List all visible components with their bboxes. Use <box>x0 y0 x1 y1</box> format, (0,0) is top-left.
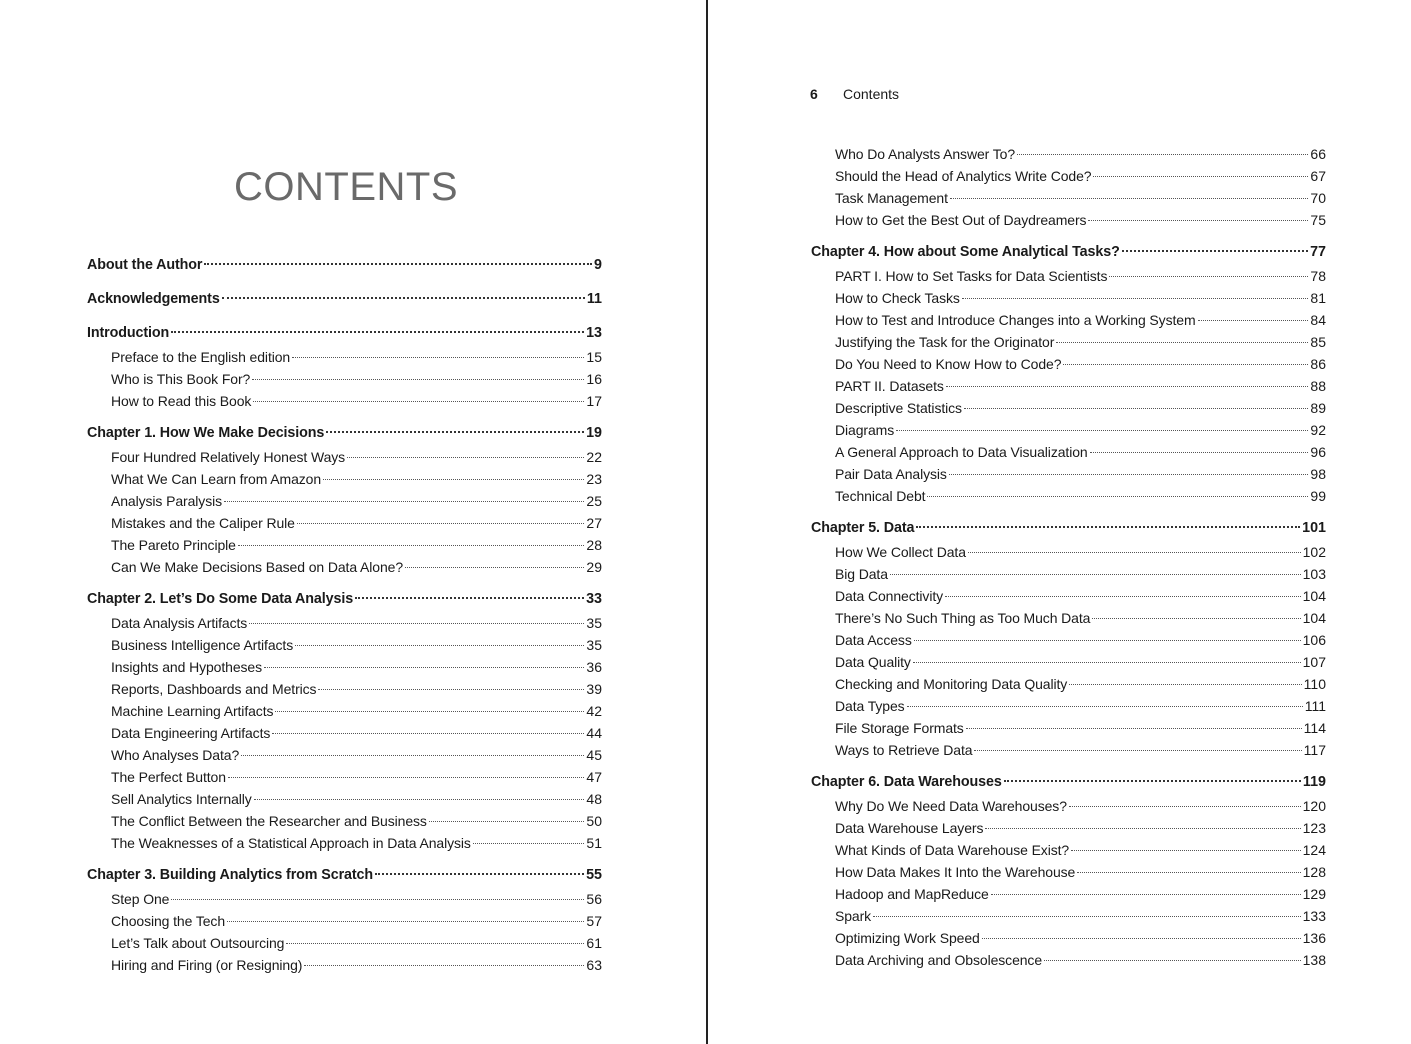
toc-section-entry[interactable] <box>811 541 1326 563</box>
toc-section-entry[interactable] <box>811 419 1326 441</box>
entry-page-number: 86 <box>1310 356 1326 372</box>
entry-page-number: 36 <box>586 659 602 675</box>
dot-leader <box>318 689 584 690</box>
toc-section-entry[interactable] <box>811 165 1326 187</box>
dot-leader <box>238 545 585 546</box>
entry-title: Descriptive Statistics <box>835 400 962 416</box>
toc-section-entry[interactable] <box>811 143 1326 165</box>
toc-section-entry[interactable] <box>811 629 1326 651</box>
toc-section-entry[interactable] <box>87 390 602 412</box>
entry-page-number: 48 <box>586 791 602 807</box>
dot-leader <box>347 457 584 458</box>
dot-leader <box>950 198 1309 199</box>
toc-section-entry[interactable] <box>811 817 1326 839</box>
dot-leader <box>946 386 1309 387</box>
entry-title: Chapter 6. Data Warehouses <box>811 774 1002 790</box>
toc-section-entry[interactable] <box>811 927 1326 949</box>
dot-leader <box>228 777 584 778</box>
dot-leader <box>974 750 1301 751</box>
dot-leader <box>1092 618 1300 619</box>
dot-leader <box>985 828 1300 829</box>
toc-section-entry[interactable] <box>811 695 1326 717</box>
dot-leader <box>913 662 1301 663</box>
dot-leader <box>1122 250 1308 252</box>
entry-page-number: 88 <box>1310 378 1326 394</box>
toc-section-entry[interactable] <box>87 446 602 468</box>
toc-chapter-entry[interactable] <box>87 421 602 446</box>
toc-section-entry[interactable] <box>87 556 602 578</box>
toc-left <box>87 253 602 976</box>
entry-page-number: 35 <box>586 615 602 631</box>
entry-title: There’s No Such Thing as Too Much Data <box>835 610 1091 626</box>
entry-page-number: 16 <box>586 371 602 387</box>
entry-title: Optimizing Work Speed <box>835 930 980 946</box>
dot-leader <box>1071 850 1301 851</box>
entry-page-number: 117 <box>1303 742 1326 758</box>
toc-section-entry[interactable] <box>811 209 1326 231</box>
toc-section-entry[interactable] <box>811 375 1326 397</box>
dot-leader <box>1093 176 1308 177</box>
entry-title: Chapter 2. Let’s Do Some Data Analysis <box>87 591 354 607</box>
toc-section-entry[interactable] <box>87 788 602 810</box>
toc-section-entry[interactable] <box>811 607 1326 629</box>
toc-section-entry[interactable] <box>811 585 1326 607</box>
entry-page-number: 27 <box>586 515 602 531</box>
toc-section-entry[interactable] <box>811 463 1326 485</box>
entry-title: Data Quality <box>835 654 911 670</box>
entry-page-number: 28 <box>586 537 602 553</box>
dot-leader <box>968 552 1301 553</box>
entry-page-number: 47 <box>586 769 602 785</box>
entry-page-number: 23 <box>586 471 602 487</box>
dot-leader <box>945 596 1301 597</box>
toc-section-entry[interactable] <box>87 468 602 490</box>
dot-leader <box>326 431 584 433</box>
entry-page-number: 70 <box>1310 190 1326 206</box>
dot-leader <box>304 965 584 966</box>
entry-page-number: 55 <box>586 867 602 883</box>
entry-title: Four Hundred Relatively Honest Ways <box>111 449 346 465</box>
dot-leader <box>204 263 592 265</box>
entry-title: Step One <box>111 891 170 907</box>
dot-leader <box>355 597 584 599</box>
toc-section-entry[interactable] <box>811 739 1326 761</box>
entry-page-number: 92 <box>1310 422 1326 438</box>
page-title: CONTENTS <box>234 164 458 209</box>
toc-section-entry[interactable] <box>87 954 602 976</box>
entry-title: Justifying the Task for the Originator <box>835 334 1055 350</box>
dot-leader <box>1063 364 1308 365</box>
toc-chapter-entry[interactable] <box>87 287 602 312</box>
entry-page-number: 44 <box>586 725 602 741</box>
toc-section-entry[interactable] <box>87 346 602 368</box>
entry-title: Mistakes and the Caliper Rule <box>111 515 295 531</box>
entry-title: Chapter 5. Data <box>811 520 915 536</box>
entry-title: Spark <box>835 908 872 924</box>
entry-title: Who Do Analysts Answer To? <box>835 146 1016 162</box>
entry-page-number: 120 <box>1302 798 1326 814</box>
toc-section-entry[interactable] <box>811 949 1326 971</box>
toc-section-entry[interactable] <box>87 656 602 678</box>
entry-page-number: 66 <box>1310 146 1326 162</box>
dot-leader <box>292 357 584 358</box>
dot-leader <box>252 379 584 380</box>
dot-leader <box>1090 452 1309 453</box>
dot-leader <box>896 430 1308 431</box>
dot-leader <box>1004 780 1301 782</box>
entry-page-number: 67 <box>1310 168 1326 184</box>
entry-title: Who Analyses Data? <box>111 747 240 763</box>
dot-leader <box>982 938 1301 939</box>
entry-page-number: 89 <box>1310 400 1326 416</box>
entry-title: Do You Need to Know How to Code? <box>835 356 1062 372</box>
entry-page-number: 104 <box>1302 588 1326 604</box>
entry-page-number: 29 <box>586 559 602 575</box>
entry-page-number: 124 <box>1302 842 1326 858</box>
entry-page-number: 96 <box>1310 444 1326 460</box>
toc-section-entry[interactable] <box>811 331 1326 353</box>
dot-leader <box>227 921 584 922</box>
entry-page-number: 61 <box>586 935 602 951</box>
entry-title: Why Do We Need Data Warehouses? <box>835 798 1067 814</box>
toc-section-entry[interactable] <box>87 700 602 722</box>
dot-leader <box>873 916 1301 917</box>
toc-chapter-entry[interactable] <box>87 253 602 278</box>
toc-section-entry[interactable] <box>811 309 1326 331</box>
dot-leader <box>1044 960 1301 961</box>
dot-leader <box>1069 806 1301 807</box>
toc-section-entry[interactable] <box>87 910 602 932</box>
toc-section-entry[interactable] <box>87 932 602 954</box>
toc-section-entry[interactable] <box>87 490 602 512</box>
entry-page-number: 110 <box>1303 676 1326 692</box>
entry-page-number: 111 <box>1304 698 1326 714</box>
dot-leader <box>1069 684 1301 685</box>
entry-title: Diagrams <box>835 422 895 438</box>
entry-title: Can We Make Decisions Based on Data Alone? <box>111 559 404 575</box>
dot-leader <box>916 526 1300 528</box>
toc-section-entry[interactable] <box>811 563 1326 585</box>
dot-leader <box>241 755 584 756</box>
toc-chapter-entry[interactable] <box>811 240 1326 265</box>
dot-leader <box>964 408 1308 409</box>
entry-page-number: 114 <box>1303 720 1326 736</box>
entry-title: Analysis Paralysis <box>111 493 223 509</box>
toc-section-entry[interactable] <box>87 744 602 766</box>
toc-section-entry[interactable] <box>87 766 602 788</box>
toc-section-entry[interactable] <box>811 187 1326 209</box>
dot-leader <box>253 401 584 402</box>
entry-title: Data Access <box>835 632 912 648</box>
page-number: 6 <box>810 86 818 102</box>
toc-section-entry[interactable] <box>87 810 602 832</box>
entry-page-number: 106 <box>1302 632 1326 648</box>
entry-title: Task Management <box>835 190 948 206</box>
toc-section-entry[interactable] <box>811 441 1326 463</box>
entry-title: The Perfect Button <box>111 769 226 785</box>
entry-page-number: 17 <box>586 393 602 409</box>
dot-leader <box>222 297 585 299</box>
entry-title: About the Author <box>87 257 203 273</box>
dot-leader <box>171 331 584 333</box>
entry-title: Big Data <box>835 566 888 582</box>
entry-title: Data Engineering Artifacts <box>111 725 271 741</box>
entry-page-number: 98 <box>1310 466 1326 482</box>
toc-section-entry[interactable] <box>87 832 602 854</box>
entry-page-number: 99 <box>1310 488 1326 504</box>
entry-page-number: 19 <box>586 425 602 441</box>
entry-page-number: 123 <box>1302 820 1326 836</box>
toc-section-entry[interactable] <box>811 353 1326 375</box>
dot-leader <box>286 943 584 944</box>
entry-page-number: 136 <box>1302 930 1326 946</box>
toc-chapter-entry[interactable] <box>811 516 1326 541</box>
entry-page-number: 101 <box>1302 520 1326 536</box>
entry-title: Data Connectivity <box>835 588 944 604</box>
dot-leader <box>171 899 584 900</box>
toc-chapter-entry[interactable] <box>87 321 602 346</box>
dot-leader <box>1198 320 1309 321</box>
entry-title: Should the Head of Analytics Write Code? <box>835 168 1092 184</box>
toc-section-entry[interactable] <box>87 612 602 634</box>
toc-section-entry[interactable] <box>87 534 602 556</box>
entry-page-number: 102 <box>1302 544 1326 560</box>
toc-section-entry[interactable] <box>87 888 602 910</box>
page-spine-divider <box>706 0 708 1044</box>
toc-section-entry[interactable] <box>87 368 602 390</box>
entry-title: A General Approach to Data Visualization <box>835 444 1088 460</box>
entry-title: Machine Learning Artifacts <box>111 703 274 719</box>
entry-page-number: 25 <box>586 493 602 509</box>
toc-section-entry[interactable] <box>811 839 1326 861</box>
entry-page-number: 128 <box>1302 864 1326 880</box>
entry-title: The Pareto Principle <box>111 537 236 553</box>
dot-leader <box>966 728 1302 729</box>
entry-title: The Weaknesses of a Statistical Approach in Data Analysis <box>111 835 471 851</box>
entry-title: Who is This Book For? <box>111 371 251 387</box>
toc-right <box>811 143 1326 971</box>
entry-page-number: 103 <box>1302 566 1326 582</box>
dot-leader <box>927 496 1308 497</box>
dot-leader <box>991 894 1301 895</box>
entry-title: Data Analysis Artifacts <box>111 615 248 631</box>
toc-section-entry[interactable] <box>87 634 602 656</box>
dot-leader <box>473 843 585 844</box>
dot-leader <box>890 574 1301 575</box>
entry-page-number: 11 <box>586 291 602 307</box>
dot-leader <box>914 640 1301 641</box>
entry-title: How to Read this Book <box>111 393 252 409</box>
dot-leader <box>323 479 584 480</box>
entry-title: Data Types <box>835 698 905 714</box>
entry-page-number: 75 <box>1310 212 1326 228</box>
entry-page-number: 9 <box>594 257 602 273</box>
entry-title: Insights and Hypotheses <box>111 659 263 675</box>
entry-title: Preface to the English edition <box>111 349 291 365</box>
dot-leader <box>295 645 584 646</box>
entry-title: Acknowledgements <box>87 291 220 307</box>
entry-page-number: 77 <box>1310 244 1326 260</box>
dot-leader <box>907 706 1303 707</box>
toc-section-entry[interactable] <box>87 678 602 700</box>
dot-leader <box>297 523 585 524</box>
entry-title: Chapter 4. How about Some Analytical Tasks? <box>811 244 1120 260</box>
dot-leader <box>375 873 584 875</box>
entry-title: Technical Debt <box>835 488 926 504</box>
entry-page-number: 15 <box>586 349 602 365</box>
dot-leader <box>264 667 584 668</box>
entry-title: Chapter 3. Building Analytics from Scratch <box>87 867 374 883</box>
entry-page-number: 129 <box>1302 886 1326 902</box>
toc-section-entry[interactable] <box>811 651 1326 673</box>
dot-leader <box>1088 220 1308 221</box>
toc-section-entry[interactable] <box>811 485 1326 507</box>
dot-leader <box>405 567 584 568</box>
entry-title: Let’s Talk about Outsourcing <box>111 935 285 951</box>
entry-title: Data Archiving and Obsolescence <box>835 952 1043 968</box>
dot-leader <box>962 298 1309 299</box>
toc-section-entry[interactable] <box>811 673 1326 695</box>
entry-page-number: 78 <box>1310 268 1326 284</box>
entry-title: Sell Analytics Internally <box>111 791 252 807</box>
toc-chapter-entry[interactable] <box>87 587 602 612</box>
dot-leader <box>1017 154 1308 155</box>
dot-leader <box>224 501 584 502</box>
toc-section-entry[interactable] <box>811 287 1326 309</box>
toc-chapter-entry[interactable] <box>87 863 602 888</box>
entry-title: Data Warehouse Layers <box>835 820 984 836</box>
entry-title: Ways to Retrieve Data <box>835 742 973 758</box>
entry-page-number: 63 <box>586 957 602 973</box>
entry-page-number: 42 <box>586 703 602 719</box>
entry-page-number: 138 <box>1302 952 1326 968</box>
dot-leader <box>272 733 584 734</box>
entry-page-number: 35 <box>586 637 602 653</box>
entry-page-number: 51 <box>586 835 602 851</box>
entry-title: The Conflict Between the Researcher and Business <box>111 813 427 829</box>
dot-leader <box>1056 342 1308 343</box>
toc-section-entry[interactable] <box>811 795 1326 817</box>
entry-page-number: 33 <box>586 591 602 607</box>
entry-page-number: 81 <box>1310 290 1326 306</box>
toc-section-entry[interactable] <box>87 722 602 744</box>
toc-section-entry[interactable] <box>811 861 1326 883</box>
running-title: Contents <box>843 86 900 102</box>
entry-title: How We Collect Data <box>835 544 966 560</box>
entry-title: Checking and Monitoring Data Quality <box>835 676 1068 692</box>
entry-page-number: 133 <box>1302 908 1326 924</box>
entry-title: How to Test and Introduce Changes into a Working System <box>835 312 1196 328</box>
toc-section-entry[interactable] <box>811 397 1326 419</box>
entry-title: Business Intelligence Artifacts <box>111 637 294 653</box>
entry-title: How to Get the Best Out of Daydreamers <box>835 212 1087 228</box>
entry-title: Pair Data Analysis <box>835 466 947 482</box>
entry-page-number: 85 <box>1310 334 1326 350</box>
entry-page-number: 104 <box>1302 610 1326 626</box>
entry-page-number: 57 <box>586 913 602 929</box>
entry-page-number: 119 <box>1302 774 1326 790</box>
entry-page-number: 39 <box>586 681 602 697</box>
entry-page-number: 13 <box>586 325 602 341</box>
toc-section-entry[interactable] <box>811 265 1326 287</box>
entry-page-number: 22 <box>586 449 602 465</box>
entry-title: PART II. Datasets <box>835 378 944 394</box>
entry-title: Choosing the Tech <box>111 913 226 929</box>
entry-title: What We Can Learn from Amazon <box>111 471 322 487</box>
entry-title: File Storage Formats <box>835 720 964 736</box>
toc-chapter-entry[interactable] <box>811 770 1326 795</box>
dot-leader <box>275 711 584 712</box>
entry-page-number: 107 <box>1302 654 1326 670</box>
toc-section-entry[interactable] <box>811 717 1326 739</box>
entry-page-number: 56 <box>586 891 602 907</box>
entry-title: Reports, Dashboards and Metrics <box>111 681 317 697</box>
entry-page-number: 45 <box>586 747 602 763</box>
entry-title: PART I. How to Set Tasks for Data Scientists <box>835 268 1108 284</box>
dot-leader <box>249 623 584 624</box>
dot-leader <box>254 799 585 800</box>
toc-section-entry[interactable] <box>811 905 1326 927</box>
entry-title: How to Check Tasks <box>835 290 960 306</box>
dot-leader <box>949 474 1309 475</box>
entry-title: How Data Makes It Into the Warehouse <box>835 864 1076 880</box>
entry-title: Hiring and Firing (or Resigning) <box>111 957 303 973</box>
dot-leader <box>1077 872 1300 873</box>
entry-page-number: 50 <box>586 813 602 829</box>
dot-leader <box>1109 276 1308 277</box>
toc-section-entry[interactable] <box>87 512 602 534</box>
entry-page-number: 84 <box>1310 312 1326 328</box>
entry-title: Hadoop and MapReduce <box>835 886 989 902</box>
entry-title: Chapter 1. How We Make Decisions <box>87 425 325 441</box>
dot-leader <box>429 821 585 822</box>
entry-title: What Kinds of Data Warehouse Exist? <box>835 842 1070 858</box>
entry-title: Introduction <box>87 325 170 341</box>
toc-section-entry[interactable] <box>811 883 1326 905</box>
